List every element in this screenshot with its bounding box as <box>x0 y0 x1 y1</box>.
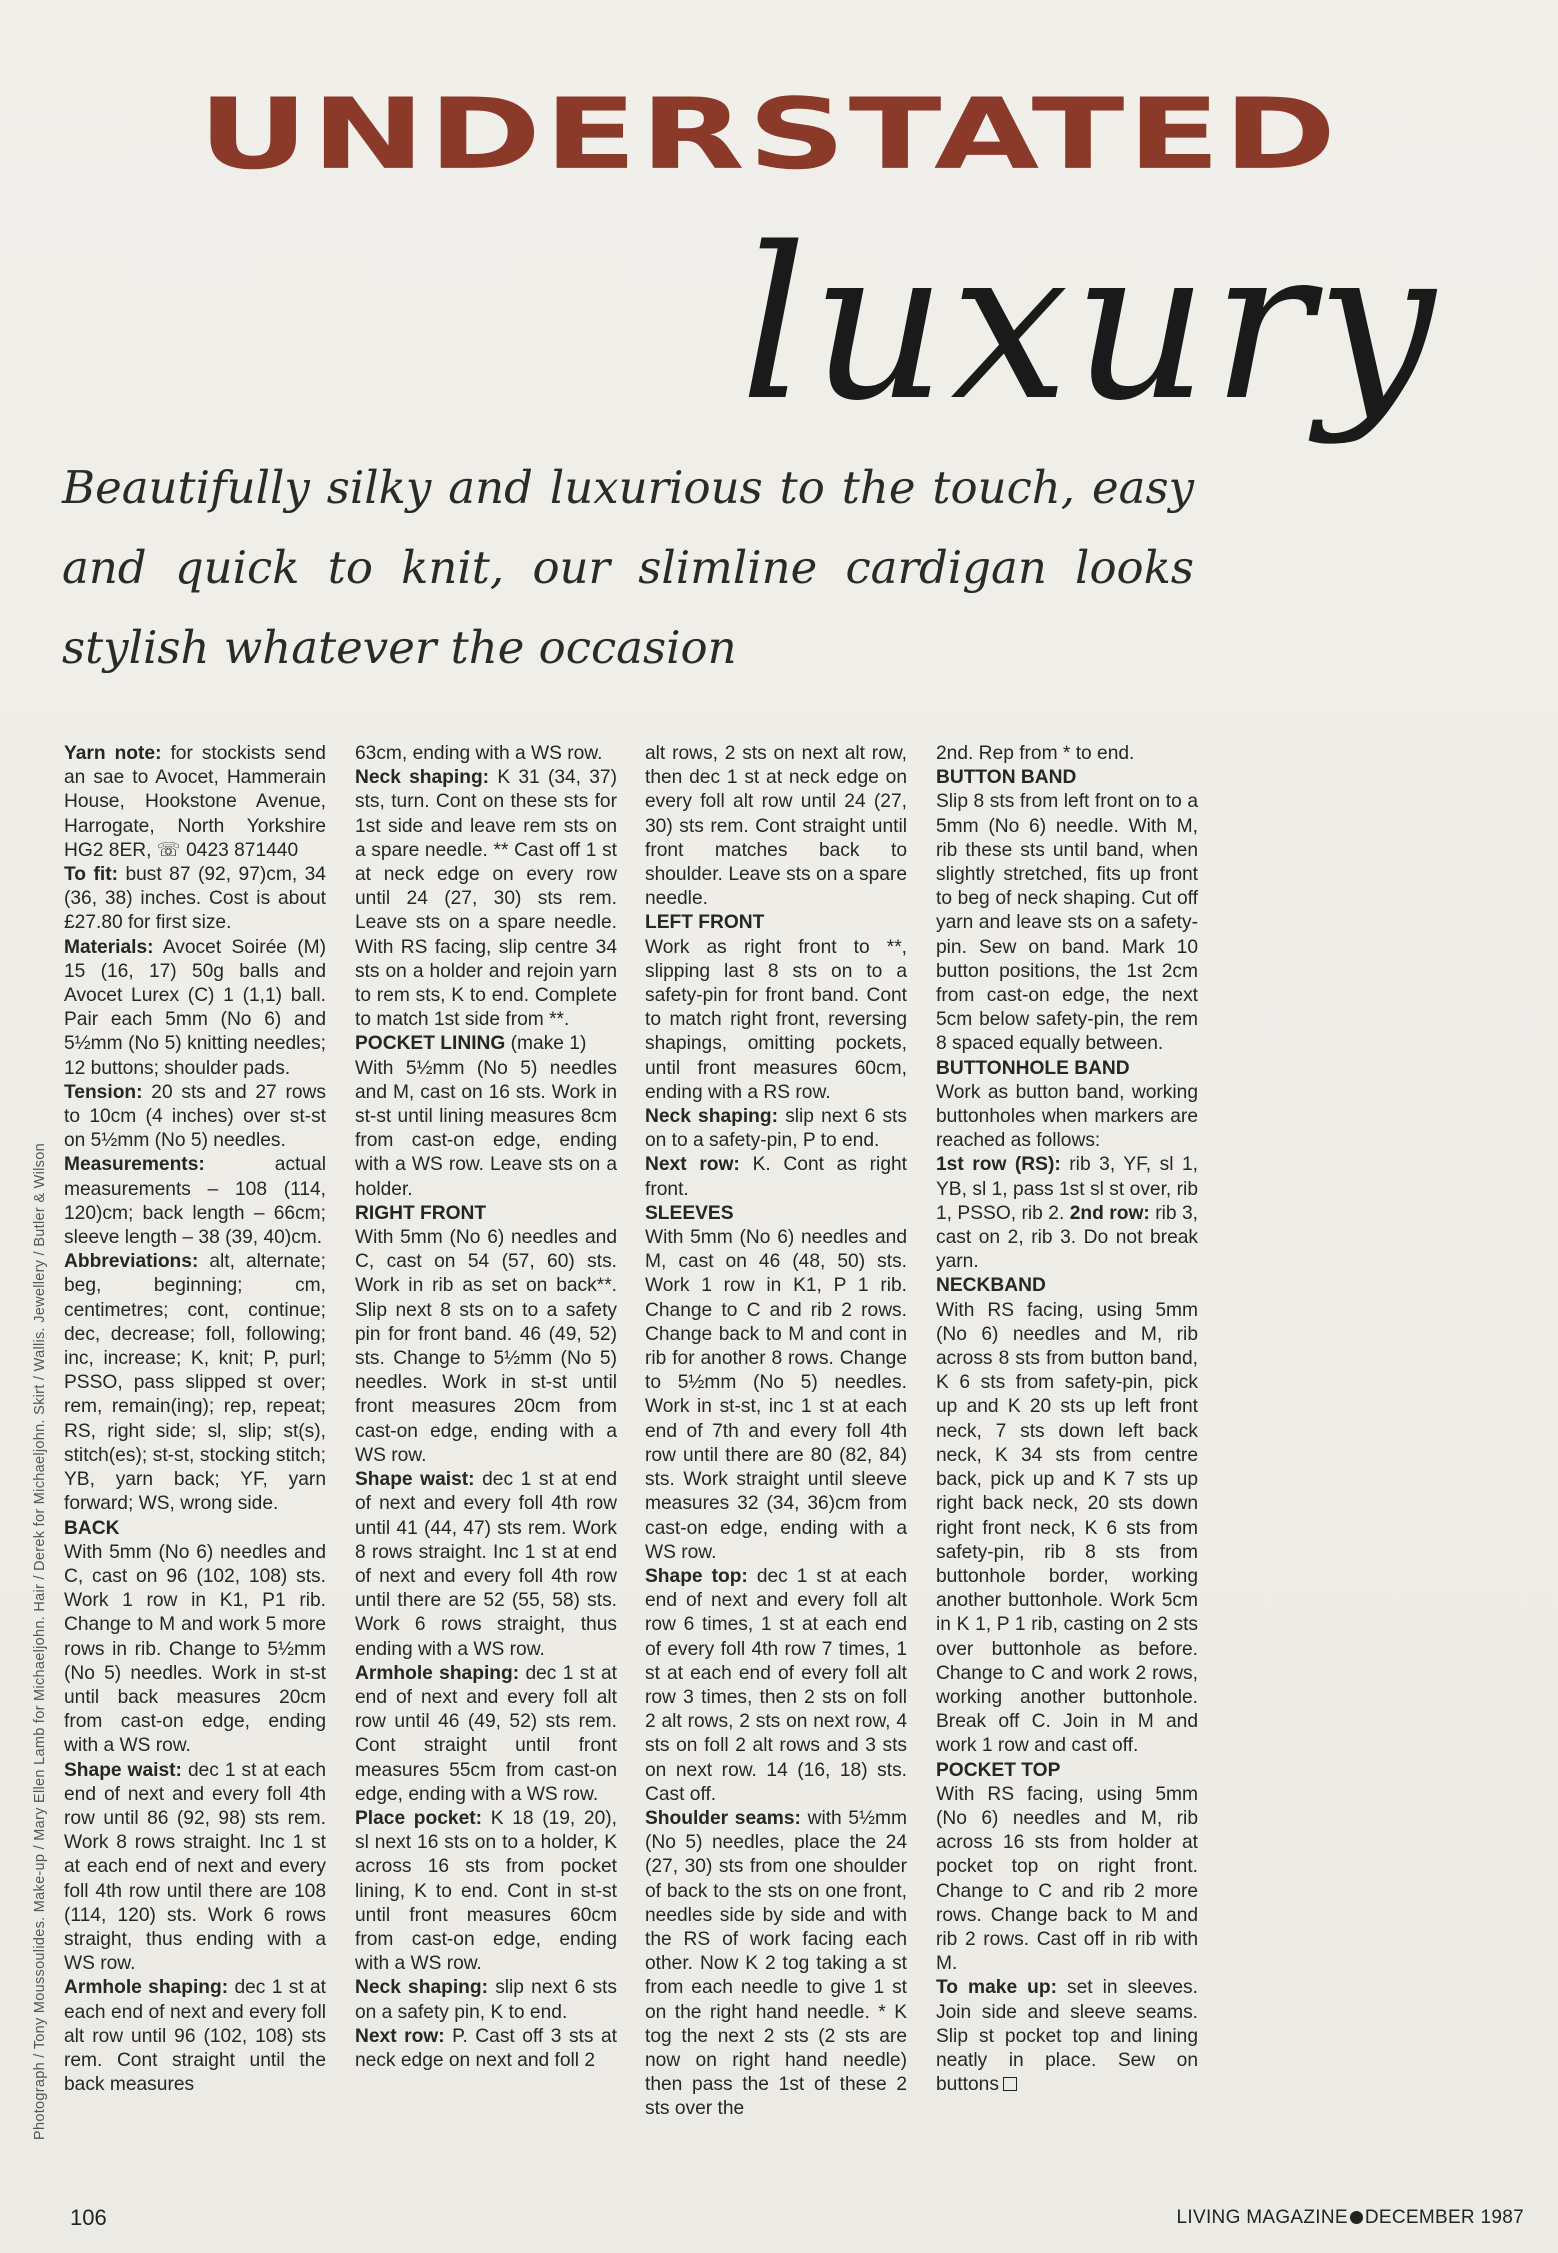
pattern-paragraph <box>355 2025 617 2073</box>
pattern-paragraph <box>355 1976 617 2024</box>
page-number: 106 <box>70 2205 107 2230</box>
pattern-paragraph <box>64 1081 326 1154</box>
run-in-heading: Neck shaping: <box>645 1106 778 1128</box>
pattern-paragraph <box>355 1662 617 1807</box>
run-in-heading: Armhole shaping: <box>64 1977 229 1999</box>
run-in-heading: Place pocket: <box>355 1807 483 1829</box>
headline-understated: UNDERSTATED <box>198 77 1340 192</box>
run-in-heading: Shoulder seams: <box>645 1807 801 1829</box>
paragraph-text: Slip 8 sts from left front on to a 5mm (No 6) needle. With M, rib these sts until band, when slightly stretched, fits up front to beg of neck shaping. Cut off yarn and leave sts on a safety-pin. Sew on band. Mark 10 button positions, the 1st 2cm from cast-on edge, the next 5cm below safety-pin, the rem 8 spaced equally between. <box>936 791 1198 1055</box>
pattern-paragraph <box>355 1807 617 1976</box>
paragraph-text: rib 3, YF, sl 1, YB, sl 1, pass 1st sl st over, rib 1, PSSO, rib 2. <box>936 1154 1198 1224</box>
run-in-heading: Armhole shaping: <box>355 1662 520 1684</box>
paragraph-text: dec 1 st at each end of next and every foll alt row 6 times, 1 st at each end of every foll 4th row 7 times, 1 st at each end of every foll alt row 3 times, then 2 sts on foll 2 alt rows, 2 sts on next row, 4 sts on foll 2 alt rows and 3 sts on next row. 14 (16, 18) sts. Cast off. <box>645 1565 907 1805</box>
pattern-paragraph <box>64 742 326 863</box>
run-in-heading: Abbreviations: <box>64 1251 199 1273</box>
section-heading: LEFT FRONT <box>645 912 765 934</box>
section-heading: RIGHT FRONT <box>355 1202 487 1224</box>
page-footer <box>1177 2207 1524 2229</box>
pattern-paragraph <box>645 1226 907 1565</box>
text-column-2 <box>355 742 617 2073</box>
paragraph-text: With 5mm (No 6) needles and C, cast on 96 (102, 108) sts. Work 1 row in K1, P1 rib. Change to M and work 5 more rows in rib. Change to 5½mm (No 5) needles. Work in st-st until back measures 20cm from cast-on edge, ending with a WS row. <box>64 1541 326 1757</box>
pattern-paragraph <box>936 790 1198 1056</box>
run-in-heading: Shape waist: <box>355 1469 475 1491</box>
pattern-paragraph <box>355 1032 617 1056</box>
paragraph-text: dec 1 st at each end of next and every foll alt row until 96 (102, 108) sts rem. Cont straight until the back measures <box>64 1977 326 2096</box>
paragraph-text: K. Cont as right front. <box>645 1154 907 1200</box>
pattern-paragraph <box>936 1274 1198 1298</box>
magazine-name: LIVING MAGAZINE <box>1176 2207 1348 2228</box>
issue-date: DECEMBER 1987 <box>1364 2207 1524 2228</box>
pattern-paragraph <box>936 1081 1198 1154</box>
standfirst-deck: Beautifully silky and luxurious to the touch, easy and quick to knit, our slimline cardigan looks stylish whatever the occasion <box>62 461 1194 674</box>
pattern-paragraph <box>355 1057 617 1202</box>
paragraph-text: alt, alternate; beg, beginning; cm, centimetres; cont, continue; dec, decrease; foll, following; inc, increase; K, knit; P, purl; PSSO, pass slipped st over; rem, remain(ing); rep, repeat; RS, right side; sl, slip; st(s), stitch(es); st-st, stocking stitch; YB, yarn back; YF, yarn forward; WS, wrong side. <box>64 1251 326 1515</box>
run-in-heading: Neck shaping: <box>355 767 490 789</box>
photo-credit <box>32 1143 48 2141</box>
run-in-heading: Next row: <box>645 1154 740 1176</box>
section-heading: POCKET TOP <box>936 1759 1061 1781</box>
run-in-heading: 1st row (RS): <box>936 1154 1061 1176</box>
paragraph-text: set in sleeves. Join side and sleeve seams. Slip st pocket top and lining neatly in place. Sew on buttons <box>936 1977 1198 2096</box>
paragraph-text: slip next 6 sts on to a safety-pin, P to end. <box>645 1106 907 1152</box>
run-in-heading: 2nd row: <box>1069 1202 1150 1224</box>
paragraph-text: dec 1 st at end of next and every foll alt row until 46 (49, 52) sts rem. Cont straight until front measures 55cm from cast-on edge, ending with a WS row. <box>355 1662 617 1805</box>
paragraph-text: 20 sts and 27 rows to 10cm (4 inches) over st-st on 5½mm (No 5) needles. <box>64 1081 326 1152</box>
pattern-paragraph <box>936 742 1198 766</box>
pattern-paragraph <box>355 766 617 1032</box>
pattern-paragraph <box>64 936 326 1081</box>
pattern-paragraph <box>355 1468 617 1662</box>
paragraph-text: With 5mm (No 6) needles and M, cast on 46 (48, 50) sts. Work 1 row in K1, P 1 rib. Change to C and rib 2 rows. Change back to M and cont in rib for another 8 rows. Change to 5½mm (No 5) needles. Work in st-st, inc 1 st at each end of 7th and every foll 4th row until there are 80 (82, 84) sts. Work straight until sleeve measures 32 (34, 36)cm from cast-on edge, ending with a WS row. <box>645 1227 907 1563</box>
pattern-paragraph <box>645 1807 907 2122</box>
paragraph-text: With RS facing, using 5mm (No 6) needles and M, rib across 16 sts from holder at pocket top on right front. Change to C and rib 2 more rows. Change back to M and rib 2 rows. Cast off in rib with M. <box>936 1783 1198 1975</box>
paragraph-text: slip next 6 sts on a safety pin, K to end. <box>355 1977 617 2023</box>
paragraph-text: dec 1 st at each end of next and every foll 4th row until 86 (92, 98) sts rem. Work 8 rows straight. Inc 1 st at each end of next and every foll 4th row until there are 108 (114, 120) sts. Work 6 rows straight, thus ending with a WS row. <box>64 1759 326 1975</box>
run-in-heading: Shape waist: <box>64 1759 182 1781</box>
run-in-heading: Yarn note: <box>64 743 162 764</box>
photo-credit-text: Photograph / Tony Moussoulides. Make-up / Mary Ellen Lamb for Michaeljohn. Hair / Derek for Michaeljohn. Skirt / Wallis. Jewellery / Butler & Wilson <box>32 1143 48 2140</box>
pattern-paragraph <box>64 1976 326 2097</box>
pattern-paragraph <box>936 1153 1198 1274</box>
paragraph-text: With 5mm (No 6) needles and C, cast on 54 (57, 60) sts. Work in rib as set on back**. Slip next 8 sts on to a safety pin for front band. 46 (49, 52) sts. Change to 5½mm (No 5) needles. Work in st-st until front measures 20cm from cast-on edge, ending with a WS row. <box>355 1227 617 1466</box>
pattern-paragraph <box>936 1759 1198 1783</box>
pattern-paragraph <box>645 742 907 911</box>
paragraph-text: 63cm, ending with a WS row. <box>355 743 603 764</box>
pattern-paragraph <box>64 863 326 936</box>
headline-luxury-script: luxury <box>740 202 1440 447</box>
paragraph-text: 2nd. Rep from * to end. <box>936 743 1135 764</box>
run-in-heading: Next row: <box>355 2025 445 2047</box>
section-heading: SLEEVES <box>645 1202 734 1224</box>
pattern-paragraph <box>355 1226 617 1468</box>
paragraph-text: alt rows, 2 sts on next alt row, then dec 1 st at neck edge on every foll alt row until 24 (27, 30) sts rem. Cont straight until front matches back to shoulder. Leave sts on a spare needle. <box>645 743 907 910</box>
paragraph-text: for stockists send an sae to Avocet, Hammerain House, Hookstone Avenue, Harrogate, North Yorkshire HG2 8ER, ☏ 0423 871440 <box>64 743 326 861</box>
paragraph-text: With RS facing, using 5mm (No 6) needles and M, rib across 8 sts from button band, K 6 sts from safety-pin, pick up and K 20 sts up left front neck, 7 sts down left back neck, K 34 sts from centre back, pick up and K 7 sts up right back neck, 20 sts down right front neck, K 6 sts from safety-pin, rib 8 sts from buttonhole border, working another buttonhole. Work 5cm in K 1, P 1 rib, casting on 2 sts over buttonhole as before. Change to C and work 2 rows, working another buttonhole. Break off C. Join in M and work 1 row and cast off. <box>936 1299 1198 1757</box>
paragraph-text: K 31 (34, 37) sts, turn. Cont on these sts for 1st side and leave rem sts on a spare needle. ** Cast off 1 st at neck edge on every row until 24 (27, 30) sts rem. Leave sts on a spare needle. With RS facing, slip centre 34 sts on a holder and rejoin yarn to rem sts, K to end. Complete to match 1st side from **. <box>355 767 617 1031</box>
pattern-paragraph <box>936 1783 1198 1977</box>
pattern-paragraph <box>936 1057 1198 1081</box>
pattern-paragraph <box>645 936 907 1105</box>
paragraph-text: Avocet Soirée (M) 15 (16, 17) 50g balls and Avocet Lurex (C) 1 (1,1) ball. Pair each 5mm (No 6) and 5½mm (No 5) knitting needles; 12 buttons; shoulder pads. <box>64 936 327 1079</box>
pattern-paragraph <box>64 1517 326 1541</box>
section-heading: BUTTON BAND <box>936 767 1077 789</box>
pattern-paragraph <box>64 1153 326 1250</box>
run-in-heading: To make up: <box>936 1977 1057 1999</box>
paragraph-text: With 5½mm (No 5) needles and M, cast on 16 sts. Work in st-st until lining measures 8cm from cast-on edge, ending with a WS row. Leave sts on a holder. <box>355 1057 617 1200</box>
section-heading: NECKBAND <box>936 1275 1046 1297</box>
text-column-1 <box>64 742 326 2097</box>
bullet-dot-icon <box>1350 2211 1363 2224</box>
text-column-4 <box>936 742 1198 2097</box>
pattern-paragraph <box>355 1202 617 1226</box>
pattern-paragraph <box>936 766 1198 790</box>
paragraph-text: bust 87 (92, 97)cm, 34 (36, 38) inches. Cost is about £27.80 for first size. <box>64 864 326 934</box>
section-heading: BACK <box>64 1517 120 1539</box>
paragraph-text: Work as button band, working buttonholes when markers are reached as follows: <box>936 1081 1198 1152</box>
paragraph-text: actual measurements – 108 (114, 120)cm; back length – 66cm; sleeve length – 38 (39, 40)cm. <box>64 1154 326 1249</box>
pattern-paragraph <box>64 1250 326 1516</box>
end-mark-icon <box>1003 2077 1017 2091</box>
section-note: (make 1) <box>505 1033 587 1055</box>
pattern-paragraph <box>936 1299 1198 1759</box>
text-column-3 <box>645 742 907 2122</box>
pattern-instructions <box>64 742 1532 2142</box>
run-in-heading: Tension: <box>64 1081 143 1103</box>
paragraph-text: with 5½mm (No 5) needles, place the 24 (27, 30) sts from one shoulder of back to the sts on one front, needles side by side and with the RS of work facing each other. Now K 2 tog taking a st from each needle to give 1 st on the right hand needle. * K tog the next 2 sts (2 sts are now on right hand needle) then pass the 1st of these 2 sts over the <box>645 1807 907 2120</box>
run-in-heading: Materials: <box>64 936 154 958</box>
paragraph-text: dec 1 st at end of next and every foll 4th row until 41 (44, 47) sts rem. Work 8 rows straight. Inc 1 st at end of next and every foll 4th row until there are 52 (55, 58) sts. Work 6 rows straight, thus ending with a WS row. <box>355 1469 618 1660</box>
run-in-heading: Measurements: <box>64 1154 205 1176</box>
pattern-paragraph <box>645 1202 907 1226</box>
pattern-paragraph <box>645 1565 907 1807</box>
pattern-paragraph <box>645 911 907 935</box>
pattern-paragraph <box>64 1759 326 1977</box>
section-heading: BUTTONHOLE BAND <box>936 1057 1130 1079</box>
run-in-heading: Shape top: <box>645 1565 748 1587</box>
pattern-paragraph <box>645 1105 907 1153</box>
paragraph-text: K 18 (19, 20), sl next 16 sts on to a holder, K across 16 sts from pocket lining, K to end. Cont in st-st until front measures 60cm from cast-on edge, ending with a WS row. <box>355 1807 617 1975</box>
section-heading: POCKET LINING <box>355 1033 506 1055</box>
run-in-heading: Neck shaping: <box>355 1977 488 1999</box>
pattern-paragraph <box>355 742 617 766</box>
pattern-paragraph <box>64 1541 326 1759</box>
pattern-paragraph <box>936 1976 1198 2097</box>
run-in-heading: To fit: <box>64 864 118 886</box>
pattern-paragraph <box>645 1153 907 1201</box>
paragraph-text: rib 3, cast on 2, rib 3. Do not break yarn. <box>936 1202 1198 1273</box>
paragraph-text: P. Cast off 3 sts at neck edge on next and foll 2 <box>355 2025 617 2071</box>
paragraph-text: Work as right front to **, slipping last 8 sts on to a safety-pin for front band. Cont to match right front, reversing shapings, omitting pockets, until front measures 60cm, ending with a RS row. <box>645 936 907 1103</box>
